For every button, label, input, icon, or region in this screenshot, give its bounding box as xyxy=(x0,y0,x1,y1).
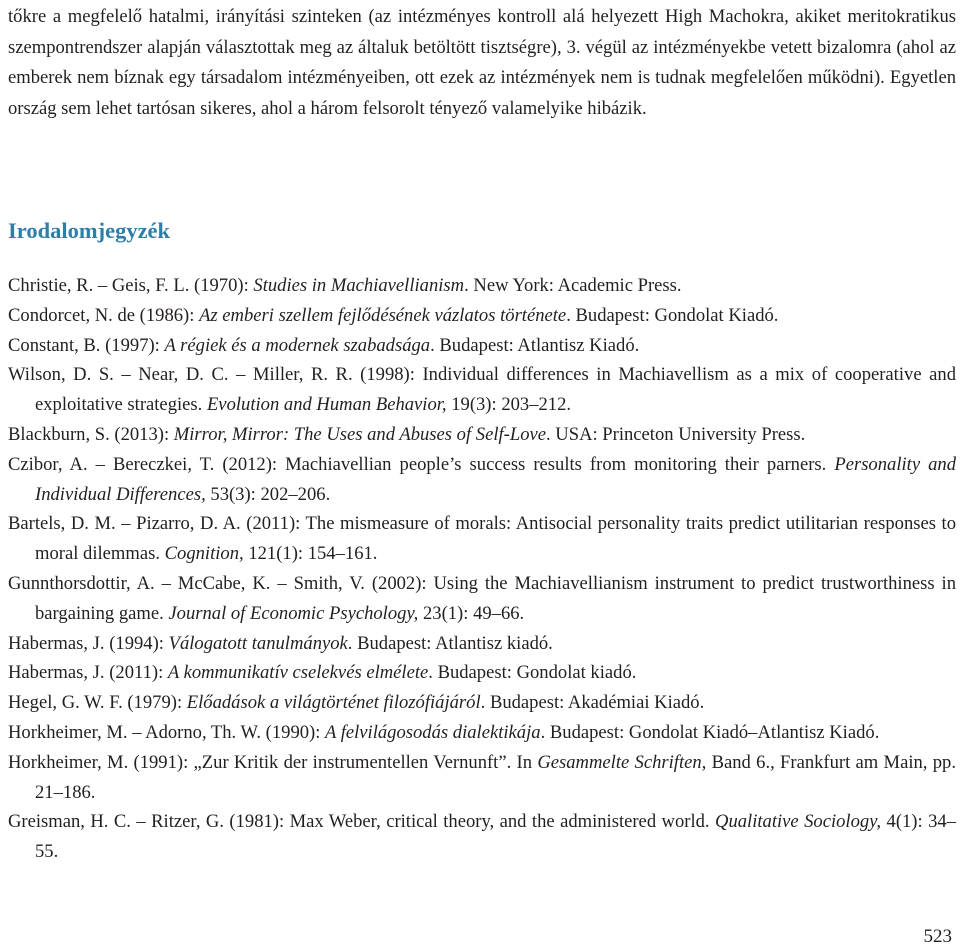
reference-item: Gunnthorsdottir, A. – McCabe, K. – Smith, V. (2002): Using the Machiavellianism instrument to predict trustworthiness in bargaining game. Journal of Economic Psychology, 23(1): 49–66. xyxy=(8,572,956,624)
reference-item: Christie, R. – Geis, F. L. (1970): Studies in Machiavellianism. New York: Academic Press. xyxy=(8,275,682,296)
intro-paragraph: tőkre a megfelelő hatalmi, irányítási szinteken (az intézményes kontroll alá helyezett High Machokra, akiket meritokratikus szempontrendszer alapján választottak meg az általuk betöltött tisztségre), 3. végül az intézményekbe vetett bizalomra (ahol az emberek nem bíznak egy társadalom intézményeiben, ott ezek az intézmények nem is tudnak megfelelően működni). Egyetlen ország sem lehet tartósan sikeres, ahol a három felsorolt tényező valamelyike hibázik. xyxy=(8,6,956,119)
reference-item: Wilson, D. S. – Near, D. C. – Miller, R. R. (1998): Individual differences in Machiavellism as a mix of cooperative and exploitative strategies. Evolution and Human Behavior, 19(3): 203–212. xyxy=(8,364,956,416)
reference-item: Habermas, J. (1994): Válogatott tanulmányok. Budapest: Atlantisz kiadó. xyxy=(8,632,553,654)
reference-item: Czibor, A. – Bereczkei, T. (2012): Machiavellian people’s success results from monitoring their parners. Personality and Individual Differences, 53(3): 202–206. xyxy=(8,453,957,505)
reference-item: Hegel, G. W. F. (1979): Előadások a világtörténet filozófiájáról. Budapest: Akadémiai Kiadó. xyxy=(8,692,705,714)
reference-item: Greisman, H. C. – Ritzer, G. (1981): Max Weber, critical theory, and the administered world. Qualitative Sociology, 4(1): 34–55. xyxy=(8,811,956,863)
reference-item: Constant, B. (1997): A régiek és a modernek szabadsága. Budapest: Atlantisz Kiadó. xyxy=(8,334,640,356)
page-number: 523 xyxy=(923,926,952,947)
page-body xyxy=(8,0,957,863)
reference-list xyxy=(8,271,956,867)
reference-item: Condorcet, N. de (1986): Az emberi szellem fejlődésének vázlatos története. Budapest: Gondolat Kiadó. xyxy=(8,304,779,326)
reference-item: Bartels, D. M. – Pizarro, D. A. (2011): The mismeasure of morals: Antisocial personality traits predict utilitarian responses to moral dilemmas. Cognition, 121(1): 154–161. xyxy=(8,513,956,565)
reference-item: Horkheimer, M. – Adorno, Th. W. (1990): A felvilágosodás dialektikája. Budapest: Gondolat Kiadó–Atlantisz Kiadó. xyxy=(8,721,880,743)
reference-item: Habermas, J. (2011): A kommunikatív cselekvés elmélete. Budapest: Gondolat kiadó. xyxy=(8,662,637,684)
reference-item: Blackburn, S. (2013): Mirror, Mirror: The Uses and Abuses of Self-Love. USA: Princeton University Press. xyxy=(8,423,806,445)
reference-item: Horkheimer, M. (1991): „Zur Kritik der instrumentellen Vernunft”. In Gesammelte Schriften, Band 6., Frankfurt am Main, pp. 21–186. xyxy=(8,751,956,803)
bibliography-heading: Irodalomjegyzék xyxy=(8,218,171,243)
